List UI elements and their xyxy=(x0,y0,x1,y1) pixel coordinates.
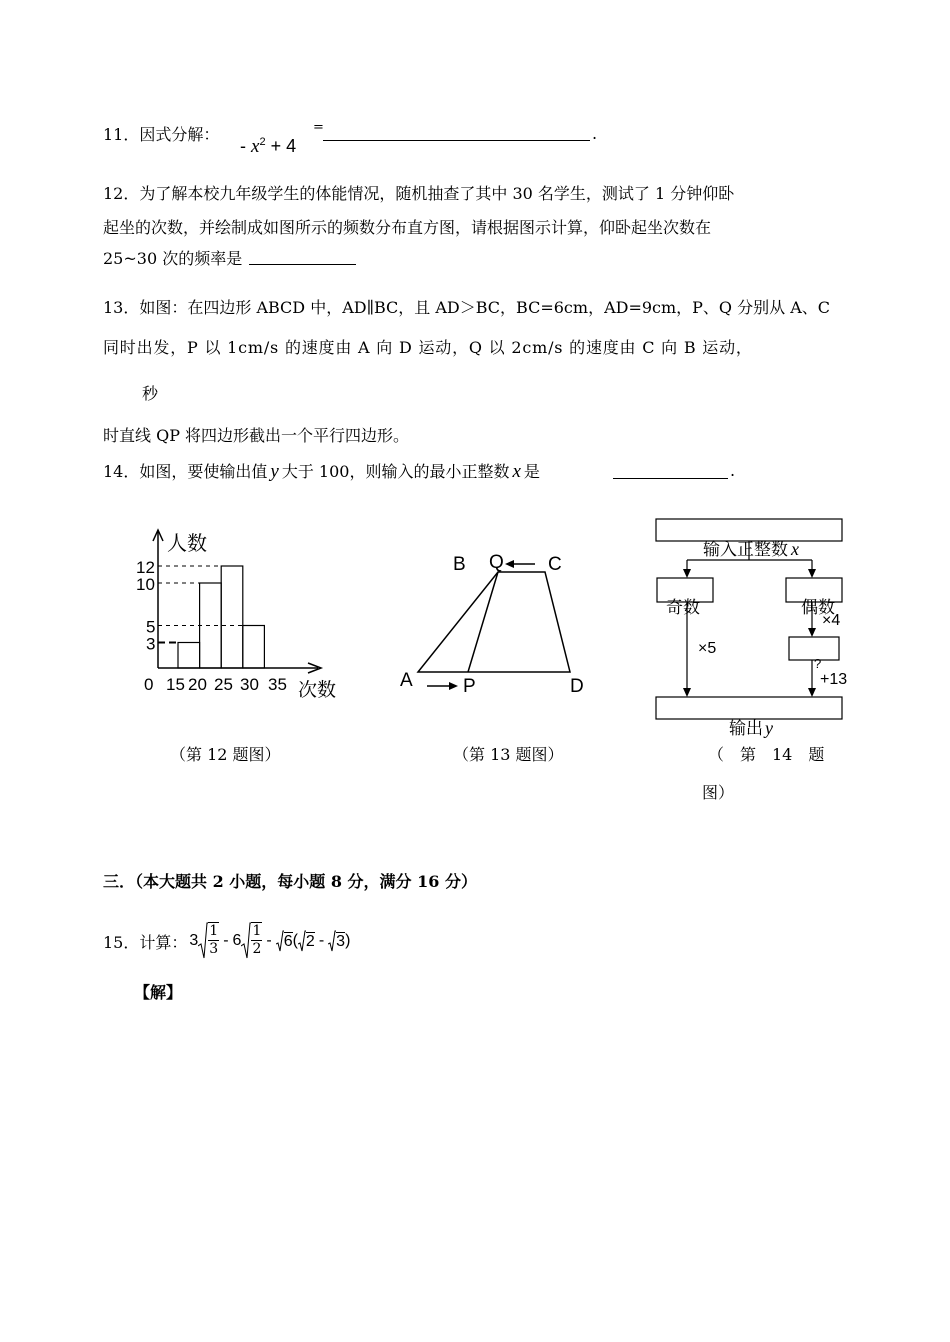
q13-line2: 同时出发，P 以 1cm/s 的速度由 A 向 D 运动，Q 以 2cm/s 的速度由 C 向 B 运动， xyxy=(103,338,753,357)
q15-prefix: 15．计算： xyxy=(103,932,188,952)
figure14-caption-line1: （ 第 14 题 xyxy=(708,745,825,764)
arrow-odd-to-output xyxy=(683,688,691,697)
y-tick-label-10: 10 xyxy=(136,575,155,594)
label-b: B xyxy=(453,554,466,575)
q11-number: 11． xyxy=(103,125,140,144)
label-p: P xyxy=(463,676,476,697)
x-tick-label-15: 15 xyxy=(166,675,185,694)
q14-var-y: y xyxy=(270,461,279,482)
even-label: 偶数 xyxy=(801,598,835,617)
q13-line4: 时直线 QP 将四边形截出一个平行四边形。 xyxy=(103,426,410,445)
x-tick-label-35: 35 xyxy=(268,675,287,694)
q11-expression: - $x^2 + 4$ xyxy=(240,136,297,157)
input-label: 输入正整数 x xyxy=(703,539,799,559)
input-box xyxy=(656,519,842,541)
x-tick-label-20: 20 xyxy=(188,675,207,694)
output-box xyxy=(656,697,842,719)
sqrt-sign xyxy=(276,930,284,952)
arrow-to-odd xyxy=(683,569,691,578)
sqrt-2: 2 xyxy=(305,933,315,950)
sqrt-sign xyxy=(241,922,251,960)
q15-line: 15．计算： 3 $\frac{1}{3}$ - 6 $\frac{1}{2}$ - 6 ( 2 - 3 ) xyxy=(103,922,350,960)
sqrt-sign xyxy=(328,930,336,952)
y-axis-label: 人数 xyxy=(167,533,207,555)
label-d: D xyxy=(570,676,584,697)
sqrt-3: 3 xyxy=(336,933,346,950)
q14-line: 14．如图，要使输出值 y 大于 100，则输入的最小正整数 x 是 xyxy=(103,461,540,482)
arrow-even-to-output xyxy=(808,688,816,697)
times5-label: ×5 xyxy=(698,640,717,657)
x-tick-label-30: 30 xyxy=(240,675,259,694)
q15-solution-label: 【解】 xyxy=(134,983,183,1002)
y-tick-label-12: 12 xyxy=(136,558,155,577)
q12-line3: 25~30 次的频率是 xyxy=(103,249,243,268)
fraction-one-half: $\frac{1}{2}$ xyxy=(252,922,262,957)
figure12-caption: （第 12 题图） xyxy=(170,745,281,764)
q14-period: . xyxy=(730,461,736,480)
label-q: Q xyxy=(489,552,504,573)
question-mark: ? xyxy=(814,656,822,671)
fraction-one-third: $\frac{1}{3}$ xyxy=(209,922,219,957)
y-tick-label-5: 5 xyxy=(146,617,156,637)
x-axis-label: 次数 xyxy=(298,680,337,701)
output-label: 输出 y xyxy=(729,718,773,738)
q11-prefix: 因式分解： xyxy=(139,125,220,144)
figure14-caption-line2: 图） xyxy=(702,783,735,802)
section3-heading: 三．（本大题共 2 小题，每小题 8 分，满分 16 分） xyxy=(103,872,477,891)
figure13-caption: （第 13 题图） xyxy=(453,745,564,764)
x-tick-label-25: 25 xyxy=(214,675,233,694)
sqrt-sign xyxy=(298,930,306,952)
q14-var-x: x xyxy=(512,461,521,482)
q11-period: . xyxy=(592,124,598,143)
arrow-even-to-mid xyxy=(808,628,816,637)
sqrt-sign xyxy=(198,922,208,960)
label-c: C xyxy=(548,554,562,575)
q13-line3: 秒 xyxy=(142,384,159,403)
q12-line2: 起坐的次数，并绘制成如图所示的频数分布直方图，请根据图示计算，仰卧起坐次数在 xyxy=(103,218,712,237)
q12-line1: 12．为了解本校九年级学生的体能情况，随机抽查了其中 30 名学生，测试了 1 分钟仰卧 xyxy=(103,184,735,203)
plus13-label: +13 xyxy=(820,671,848,688)
odd-label: 奇数 xyxy=(666,598,700,617)
arrow-to-even xyxy=(808,569,816,578)
sqrt-6: 6 xyxy=(283,933,293,950)
y-tick-label-3: 3 xyxy=(146,634,156,654)
times4-label: ×4 xyxy=(822,612,841,629)
q13-line1: 13．如图：在四边形 ABCD 中，AD∥BC，且 AD＞BC，BC=6cm，AD=9cm，P、Q 分别从 A、C xyxy=(103,298,831,317)
x-tick-label-0: 0 xyxy=(144,675,154,694)
q11-equals: = xyxy=(313,120,324,135)
label-a: A xyxy=(400,670,413,691)
